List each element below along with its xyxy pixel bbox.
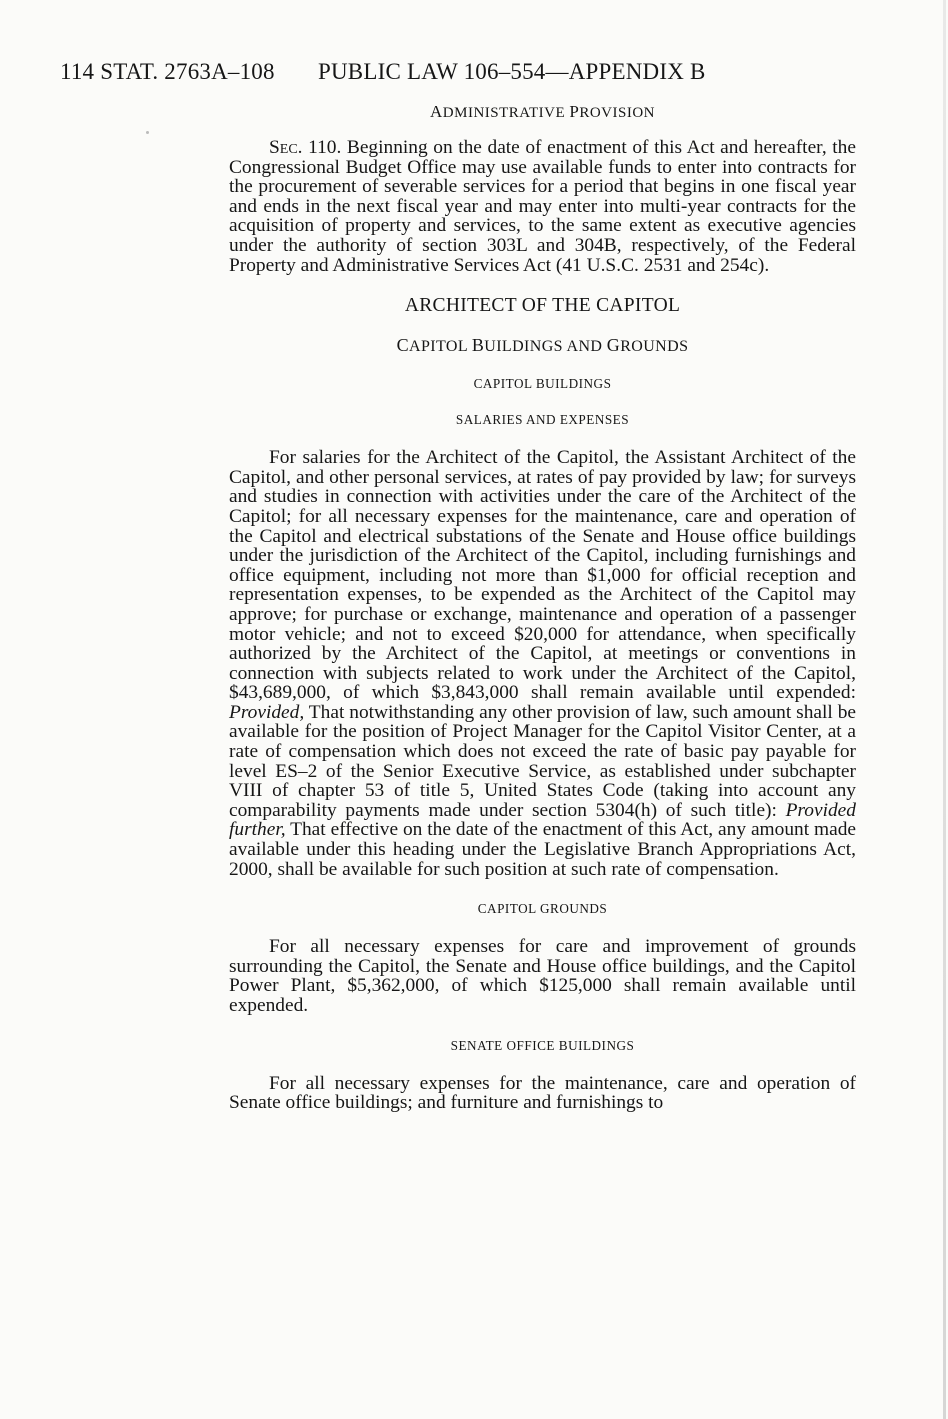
section-110-text: Beginning on the date of enactment of this Act and hereafter, the Congressional Budget Office may use available funds to enter into contracts for the procurement of severable services for a period that begins in one fiscal year and ends in the next fiscal year and may enter into multi-year contracts for the acquisition of property and services, to the same extent as executive agencies under the authority of section 303L and 304B, respectively, of the Federal Property and Administrative Services Act (41 U.S.C. 2531 and 254c).	[229, 137, 856, 276]
heading-initial: P	[569, 102, 580, 121]
senate-office-buildings-paragraph: For all necessary expenses for the maintenance, care and operation of Senate office buildings; and furniture and furnishings to	[229, 1072, 856, 1114]
section-110-paragraph	[229, 138, 856, 275]
public-law-title: PUBLIC LAW 106–554—APPENDIX B	[318, 59, 706, 84]
architect-title: ARCHITECT OF THE CAPITOL	[404, 295, 681, 317]
capitol-grounds-paragraph: For all necessary expenses for care and improvement of grounds surrounding the Capitol, the Senate and House office buildings, and the Capitol Power Plant, $5,362,000, of which $125,000 shall remain available until expended.	[229, 936, 856, 1016]
text-column	[229, 102, 856, 1113]
provided-term: Provided,	[229, 701, 305, 723]
heading-rest: UILDINGS AND	[484, 338, 603, 356]
capitol-buildings-and-grounds-heading	[229, 335, 856, 356]
salaries-paragraph	[229, 448, 856, 879]
heading-rest: APITOL	[409, 338, 468, 356]
salaries-text-2: That notwithstanding any other provision of law, such amount shall be available for the position of Project Manager for the Capitol Visitor Center, at a rate of compensation which does not exceed the rate of basic pay payable for level ES–2 of the Senior Executive Service, as established under subchapter VIII of chapter 53 of title 5, United States Code (taking into account any comparability payments made under section 5304(h) of such title):	[229, 701, 856, 821]
provided-further-term: Provided further,	[229, 799, 856, 841]
administrative-provision-heading	[229, 102, 856, 122]
section-label: Sec. 110.	[269, 137, 342, 158]
scan-speck	[146, 131, 149, 134]
page-header	[60, 59, 706, 85]
salaries-and-expenses-heading: SALARIES AND EXPENSES	[455, 412, 630, 428]
heading-rest: ROVISION	[579, 105, 655, 121]
senate-office-buildings-heading: SENATE OFFICE BUILDINGS	[450, 1037, 635, 1053]
heading-rest: DMINISTRATIVE	[442, 105, 566, 121]
spacer	[229, 1016, 856, 1038]
salaries-text-3: That effective on the date of the enactment of this Act, any amount made available under this heading under the Legislative Branch Appropriations Act, 2000, shall be available for such position at such rate of compensation.	[229, 819, 857, 880]
heading-rest: ROUNDS	[620, 338, 689, 356]
capitol-grounds-heading: CAPITOL GROUNDS	[477, 901, 608, 917]
scan-edge	[943, 0, 946, 1419]
statute-citation: 114 STAT. 2763A–108	[60, 59, 275, 84]
heading-initial: B	[471, 335, 485, 356]
heading-initial: C	[396, 335, 410, 356]
spacer	[229, 879, 856, 901]
heading-initial: A	[430, 102, 443, 121]
capitol-buildings-heading: CAPITOL BUILDINGS	[473, 376, 612, 392]
heading-initial: G	[606, 335, 621, 356]
salaries-text-1: For salaries for the Architect of the Capitol, the Assistant Architect of the Capitol, and other personal services, at rates of pay provided by law; for surveys and studies in connection with activities under the care of the Architect of the Capitol; for all necessary expenses for the maintenance, care and operation of the Capitol and electrical substations of the Senate and House office buildings under the jurisdiction of the Architect of the Capitol, including furnishings and office equipment, including not more than $1,000 for official reception and representation expenses, to be expended as the Architect of the Capitol may approve; for purchase or exchange, maintenance and operation of a passenger motor vehicle; and not to exceed $20,000 for attendance, when specifically authorized by the Architect of the Capitol, at meetings or conventions in connection with subjects related to work under the Architect of the Capitol, $43,689,000, of which $3,843,000 shall remain available until expended:	[229, 447, 856, 704]
